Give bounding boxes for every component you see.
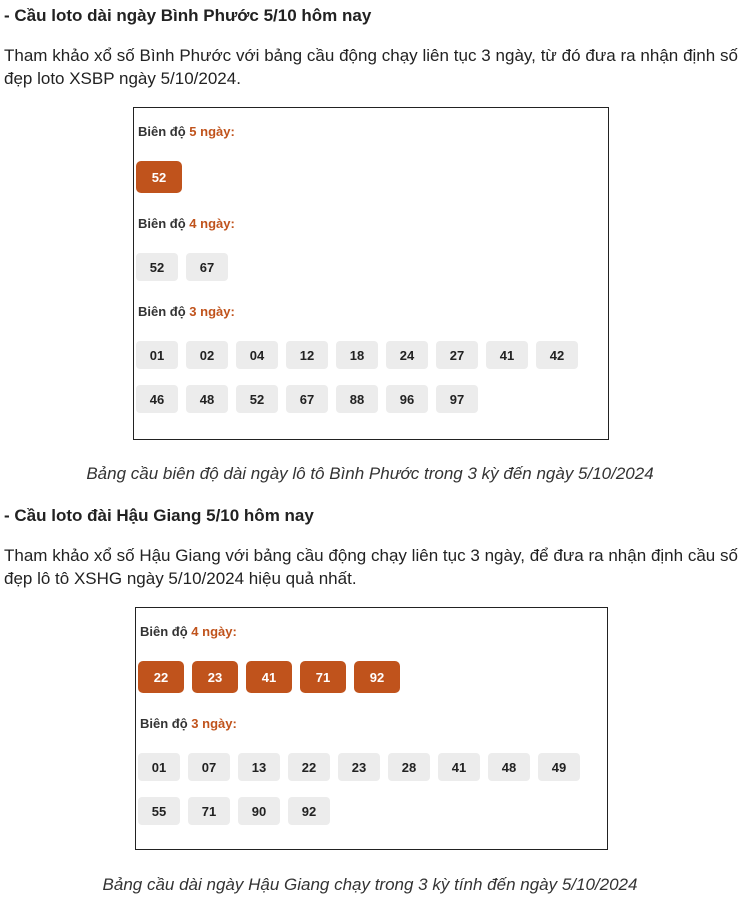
number-row: [136, 341, 578, 369]
group-label: Biên độ 3 ngày:: [138, 304, 235, 319]
number-chip: 90: [238, 797, 280, 825]
number-chip: 96: [386, 385, 428, 413]
group-label: Biên độ 4 ngày:: [138, 216, 235, 231]
section-title: - Cầu loto đài Hậu Giang 5/10 hôm nay: [4, 506, 314, 525]
number-chip: 55: [138, 797, 180, 825]
group-label: Biên độ 4 ngày:: [140, 624, 237, 639]
number-chip: 07: [188, 753, 230, 781]
number-chip: 02: [186, 341, 228, 369]
number-row: [138, 797, 330, 825]
group-label: Biên độ 5 ngày:: [138, 124, 235, 139]
number-row: [136, 253, 228, 281]
number-chip: 13: [238, 753, 280, 781]
number-row: [136, 385, 478, 413]
section-paragraph: Tham khảo xổ số Bình Phước với bảng cầu động chạy liên tục 3 ngày, từ đó đưa ra nhận định số đẹp loto XSBP ngày 5/10/2024.: [4, 46, 738, 88]
number-chip: 24: [386, 341, 428, 369]
number-chip: 71: [300, 661, 346, 693]
number-chip: 22: [288, 753, 330, 781]
number-chip: 52: [136, 253, 178, 281]
number-chip: 01: [138, 753, 180, 781]
number-chip: 97: [436, 385, 478, 413]
number-chip: 12: [286, 341, 328, 369]
number-chip: 04: [236, 341, 278, 369]
number-chip: 48: [488, 753, 530, 781]
number-chip: 46: [136, 385, 178, 413]
number-chip: 92: [288, 797, 330, 825]
number-chip: 27: [436, 341, 478, 369]
loto-table-binh-phuoc: [133, 107, 609, 440]
number-chip: 67: [286, 385, 328, 413]
section-paragraph: Tham khảo xổ số Hậu Giang với bảng cầu động chạy liên tục 3 ngày, để đưa ra nhận định cầu số đẹp lô tô XSHG ngày 5/10/2024 hiệu quả nhất.: [4, 546, 738, 588]
number-chip: 67: [186, 253, 228, 281]
loto-table-hau-giang: [135, 607, 608, 850]
number-row: [138, 753, 580, 781]
number-chip: 71: [188, 797, 230, 825]
table-caption: Bảng cầu biên độ dài ngày lô tô Bình Phước trong 3 kỳ đến ngày 5/10/2024: [86, 464, 654, 483]
number-chip: 18: [336, 341, 378, 369]
number-chip: 23: [338, 753, 380, 781]
number-row: [136, 161, 182, 193]
number-chip: 92: [354, 661, 400, 693]
number-chip: 52: [236, 385, 278, 413]
number-chip: 52: [136, 161, 182, 193]
number-chip: 49: [538, 753, 580, 781]
number-chip: 41: [438, 753, 480, 781]
number-chip: 22: [138, 661, 184, 693]
number-chip: 41: [486, 341, 528, 369]
number-chip: 23: [192, 661, 238, 693]
number-chip: 41: [246, 661, 292, 693]
section-title: - Cầu loto dài ngày Bình Phước 5/10 hôm nay: [4, 6, 372, 25]
number-chip: 48: [186, 385, 228, 413]
number-chip: 42: [536, 341, 578, 369]
number-row: [138, 661, 400, 693]
number-chip: 01: [136, 341, 178, 369]
group-label: Biên độ 3 ngày:: [140, 716, 237, 731]
number-chip: 88: [336, 385, 378, 413]
number-chip: 28: [388, 753, 430, 781]
table-caption: Bảng cầu dài ngày Hậu Giang chạy trong 3 kỳ tính đến ngày 5/10/2024: [102, 875, 638, 894]
